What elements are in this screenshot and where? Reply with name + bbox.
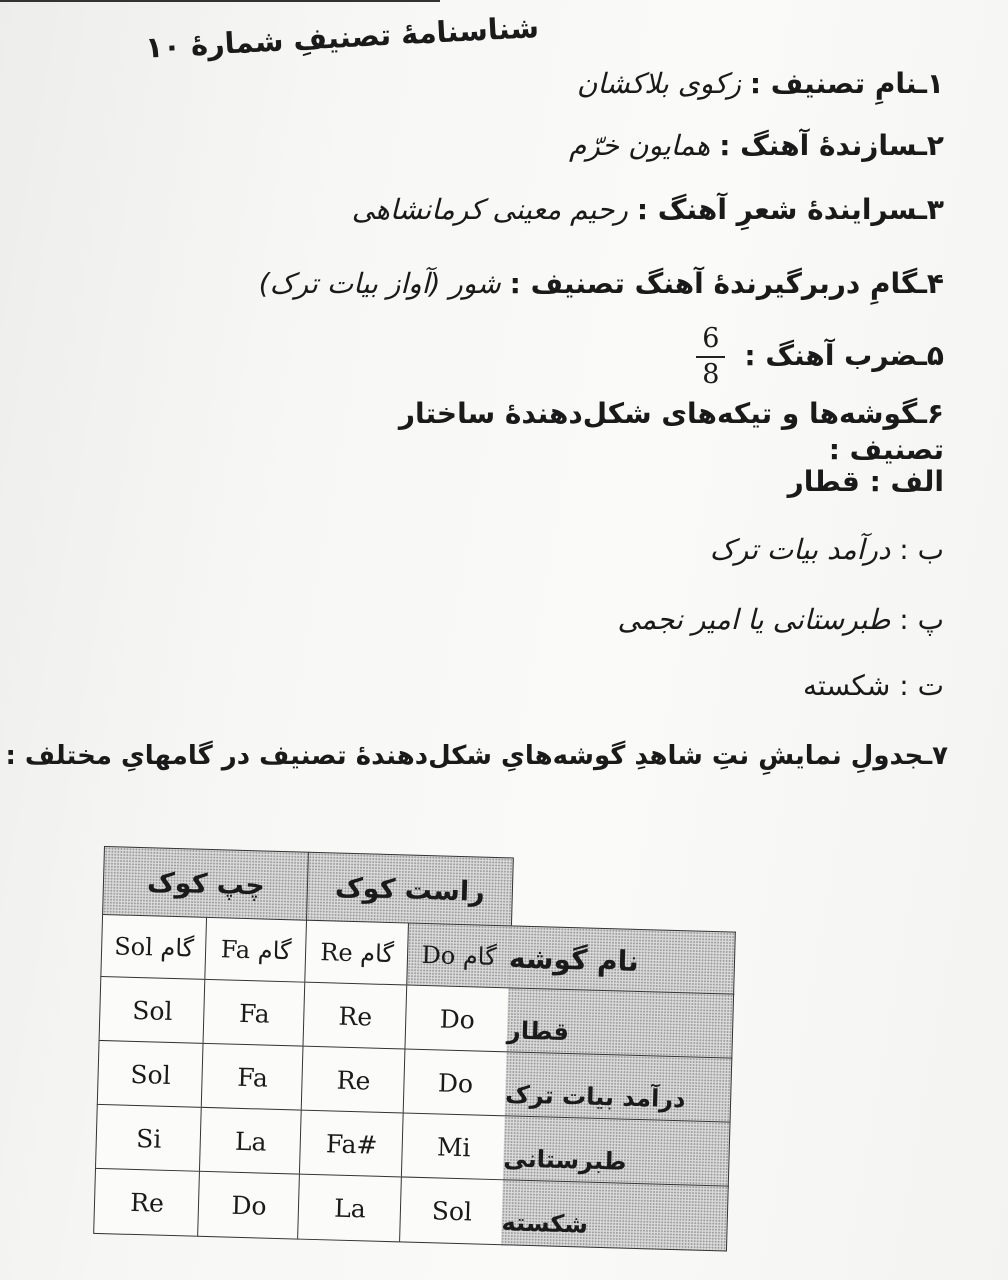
cell-tabarestani-do: Mi	[401, 1112, 507, 1181]
cell-daramad-sol: Sol	[97, 1040, 205, 1109]
field-label: ۳ـسرایندهٔ شعرِ آهنگ :	[636, 193, 944, 226]
time-signature-denominator: 8	[702, 359, 720, 390]
top-rule	[0, 0, 440, 2]
section-value: قطار	[787, 465, 860, 498]
cell-daramad-fa: Fa	[201, 1043, 305, 1112]
field-song-name	[577, 64, 944, 104]
section-key: ب :	[899, 533, 944, 566]
cell-tabarestani-sol: Si	[95, 1104, 203, 1173]
field-label: ۱ـنامِ تصنیف :	[749, 67, 944, 100]
table-heading: ۷ـجدولِ نمایشِ نتِ شاهدِ گوشه‌هایِ شکل‌دهندهٔ تصنیف در گامهایِ مختلف :	[5, 741, 948, 771]
section-value: طبرستانی یا امیر نجمی	[617, 603, 891, 636]
field-sections-heading	[384, 396, 944, 468]
field-label: ۴ـگامِ دربرگیرندهٔ آهنگ تصنیف :	[509, 267, 944, 300]
cell-shekasteh-do: Sol	[399, 1176, 505, 1245]
field-composer	[569, 126, 944, 166]
cell-qatar-re: Re	[302, 982, 408, 1051]
cell-daramad-re: Re	[301, 1046, 407, 1115]
section-b	[710, 530, 944, 570]
time-signature	[696, 322, 725, 392]
field-value: شور (آواز بیات ترک)	[258, 267, 501, 300]
cell-daramad-do: Do	[403, 1048, 509, 1117]
column-header-re: گام Re	[304, 920, 410, 987]
field-mode	[259, 264, 944, 304]
section-value: درآمد بیات ترک	[709, 533, 891, 566]
field-value: همایون خرّم	[568, 129, 711, 162]
cell-tabarestani-re: Fa#	[299, 1110, 405, 1179]
field-label: ۵ـضرب آهنگ :	[744, 339, 944, 372]
column-header-do: گام Do	[406, 923, 512, 990]
field-meter	[686, 322, 944, 392]
section-key: الف :	[869, 465, 944, 498]
field-label: ۶ـگوشه‌ها و تیکه‌های شکل‌دهندهٔ ساختار تصنیف :	[398, 397, 944, 466]
document-title: شناسنامهٔ تصنیفِ شمارهٔ ۱۰	[144, 10, 540, 65]
row-label-tabarestani: طبرستانی	[503, 1115, 731, 1187]
section-key: پ :	[899, 603, 944, 636]
section-key: ت :	[899, 669, 944, 702]
field-value: زکوی بلاکشان	[576, 67, 741, 100]
column-header-sol: گام Sol	[100, 914, 208, 981]
cell-qatar-sol: Sol	[99, 976, 207, 1045]
row-label-qatar: قطار	[506, 987, 734, 1059]
notes-table	[93, 846, 744, 1274]
cell-qatar-fa: Fa	[202, 979, 306, 1048]
section-t	[803, 666, 944, 706]
cell-tabarestani-fa: La	[199, 1107, 303, 1176]
column-header-fa: گام Fa	[204, 917, 308, 984]
cell-shekasteh-fa: Do	[197, 1171, 301, 1240]
row-label-daramad: درآمد بیات ترک	[505, 1051, 733, 1123]
cell-qatar-do: Do	[404, 984, 510, 1053]
section-value: شکسته	[803, 669, 891, 702]
cell-shekasteh-sol: Re	[93, 1168, 201, 1237]
row-label-shekasteh: شکسته	[501, 1179, 729, 1251]
field-value: رحیم معینی کرمانشاهی	[351, 193, 628, 226]
section-a	[788, 462, 944, 502]
time-signature-numerator: 6	[696, 322, 725, 358]
section-p	[618, 600, 944, 640]
group-header-rast-kuk: راست کوک	[306, 852, 514, 928]
field-lyricist	[352, 190, 944, 230]
group-header-chap-kuk: چپ کوک	[102, 846, 310, 922]
cell-shekasteh-re: La	[297, 1174, 403, 1243]
row-header-label: نام گوشه	[508, 925, 736, 995]
field-label: ۲ـسازندهٔ آهنگ :	[719, 129, 944, 162]
